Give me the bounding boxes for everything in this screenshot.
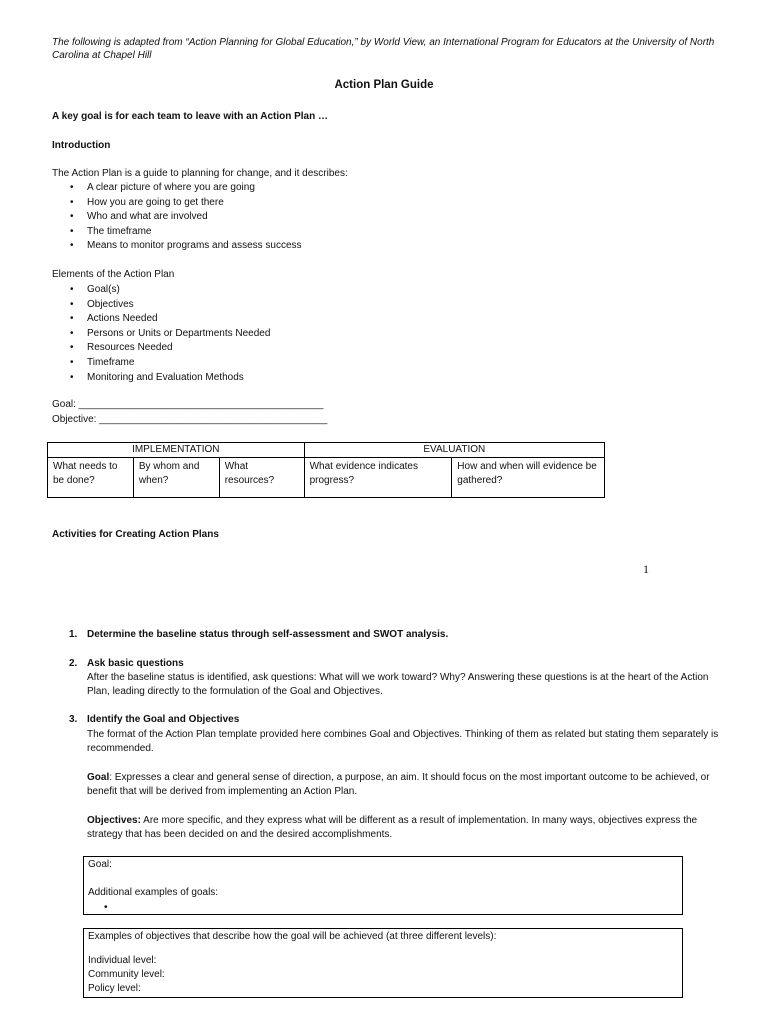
table-cell: By whom and when? [133, 458, 219, 498]
step-body: After the baseline status is identified, ask questions: What will we work toward? Why? Answering these questions is at the heart of the Action Plan, leading directly to the formulation of the Goal and Objectives. [87, 672, 709, 698]
goal-definition: Goal: Expresses a clear and general sense of direction, a purpose, an aim. It should focus on the most important outcome to be achieved, or benefit that will be derived from implementing an Action Plan. [87, 772, 710, 798]
list-item: • Objectives [70, 298, 134, 310]
activities-heading: Activities for Creating Action Plans [52, 529, 219, 540]
list-item: • Monitoring and Evaluation Methods [70, 371, 244, 383]
list-item: • Actions Needed [70, 313, 158, 325]
list-item: • The timeframe [70, 225, 152, 237]
individual-level-label: Individual level: [88, 955, 157, 966]
objectives-term: Objectives: [87, 815, 141, 826]
objectives-definition: Objectives: Are more specific, and they express what will be different as a result of implementation. In many ways, objectives express the strategy that has been decided on and the desired accomplishments. [87, 815, 698, 841]
objectives-lead: Examples of objectives that describe how the goal will be achieved (at three different levels): [88, 931, 497, 942]
objective-fill-line: Objective: _________________________________________ [52, 414, 328, 425]
list-item: • Who and what are involved [70, 211, 208, 223]
list-item: • Means to monitor programs and assess success [70, 240, 302, 252]
introduction-heading: Introduction [52, 140, 111, 151]
goal-box [83, 856, 683, 915]
evaluation-header: EVALUATION [304, 443, 604, 458]
community-level-label: Community level: [88, 969, 165, 980]
introduction-bullet-list [70, 181, 302, 254]
list-item: • How you are going to get there [70, 196, 224, 208]
source-note: The following is adapted from “Action Planning for Global Education,” by World View, an International Program for Educators at the University of North Carolina at Chapel Hill [52, 37, 715, 61]
step-title: Determine the baseline status through self-assessment and SWOT analysis. [87, 629, 449, 640]
goal-term: Goal [87, 772, 110, 783]
table-cell: How and when will evidence be gathered? [452, 458, 605, 498]
table-cell: What needs to be done? [48, 458, 134, 498]
goal-label: Goal: [88, 859, 112, 870]
table-cell: What evidence indicates progress? [304, 458, 452, 498]
list-item: • Timeframe [70, 356, 135, 368]
objectives-box [83, 928, 683, 998]
bullet: • [104, 902, 108, 913]
elements-bullet-list [70, 283, 270, 385]
step-number: 1. [69, 629, 78, 640]
step-number: 3. [69, 714, 78, 725]
step-title: Identify the Goal and Objectives [87, 714, 240, 725]
elements-lead: Elements of the Action Plan [52, 269, 175, 280]
step-number: 2. [69, 658, 78, 669]
table-cell: What resources? [219, 458, 304, 498]
step-body: The format of the Action Plan template provided here combines Goal and Objectives. Thinking of them as related but stating them separately is recommended. [87, 729, 719, 755]
introduction-lead: The Action Plan is a guide to planning for change, and it describes: [52, 168, 348, 179]
list-item: • Goal(s) [70, 284, 120, 295]
list-item: • Persons or Units or Departments Needed [70, 327, 271, 339]
list-item: • Resources Needed [70, 342, 173, 354]
step-title: Ask basic questions [87, 658, 184, 669]
action-plan-table [47, 442, 605, 498]
page-number: 1 [643, 562, 649, 576]
implementation-header: IMPLEMENTATION [48, 443, 305, 458]
list-item: • A clear picture of where you are going [70, 182, 255, 193]
key-goal-statement: A key goal is for each team to leave with an Action Plan … [52, 111, 329, 122]
goal-fill-line: Goal: ____________________________________________ [52, 399, 324, 410]
page-title: Action Plan Guide [334, 79, 434, 91]
additional-goals-label: Additional examples of goals: [88, 887, 219, 898]
policy-level-label: Policy level: [88, 983, 141, 994]
